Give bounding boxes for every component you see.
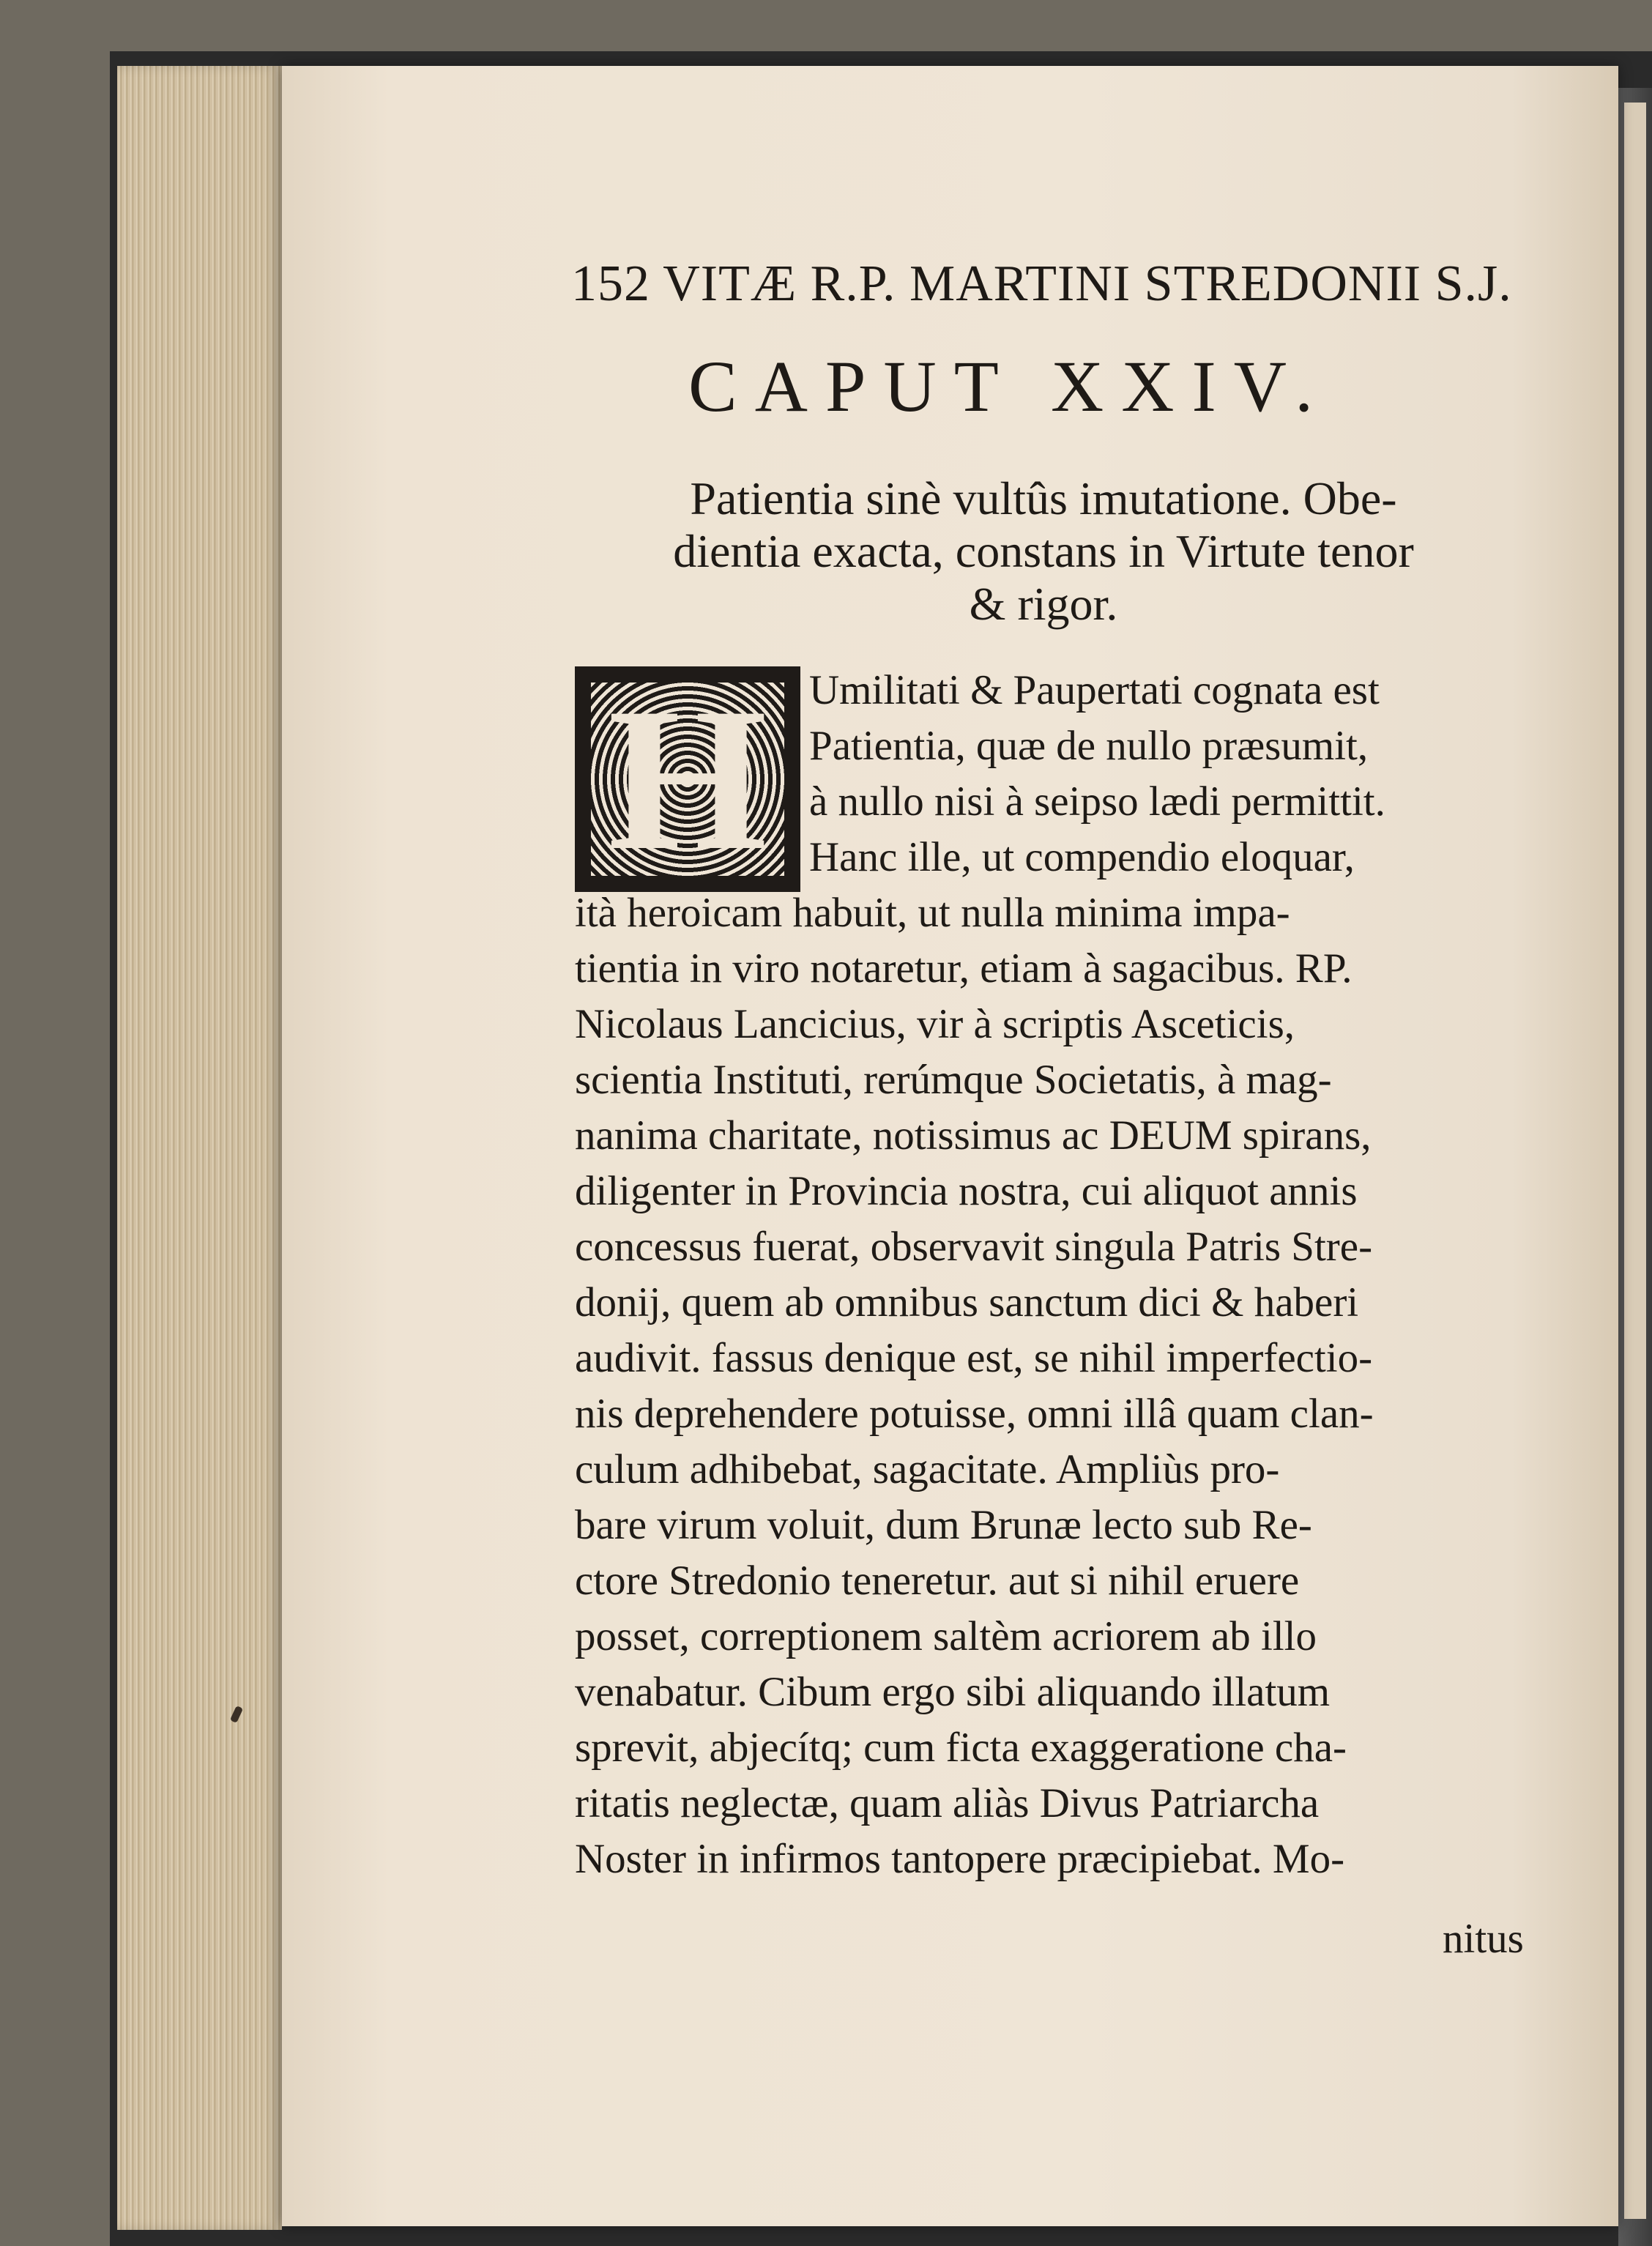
body-line: ità heroicam habuit, ut nulla minima impa- [575,890,1290,936]
body-line: scientia Instituti, rerúmque Societatis, à mag- [575,1057,1332,1103]
subtitle-line: dientia exacta, constans in Virtute tenor [673,525,1414,577]
body-line: Hanc ille, ut compendio eloquar, [809,834,1355,880]
body-line: ctore Stredonio teneretur. aut si nihil eruere [575,1558,1300,1604]
body-line: concessus fuerat, observavit singula Patris Stre- [575,1224,1373,1270]
running-head: 152 VITÆ R.P. MARTINI STREDONII S.J. [571,256,1512,312]
body-line: diligenter in Provincia nostra, cui aliquot annis [575,1168,1358,1214]
chapter-title: CAPUT XXIV. [688,346,1331,427]
body-line: nis deprehendere potuisse, omni illâ quam clan- [575,1391,1374,1437]
body-text [575,663,1523,1887]
body-line: bare virum voluit, dum Brunæ lecto sub Re- [575,1502,1312,1548]
body-line: audivit. fassus denique est, se nihil imperfectio- [575,1335,1373,1381]
body-line: Umilitati & Paupertati cognata est [809,667,1380,713]
body-line: Noster in infirmos tantopere præcipiebat. Mo- [575,1836,1345,1882]
body-line: Nicolaus Lancicius, vir à scriptis Asceticis, [575,1001,1295,1047]
chapter-subtitle [571,472,1516,631]
body-line: venabatur. Cibum ergo sibi aliquando illatum [575,1669,1331,1715]
body-line: ritatis neglectæ, quam aliàs Divus Patriarcha [575,1780,1320,1826]
subtitle-line: & rigor. [969,578,1118,630]
body-line: nanima charitate, notissimus ac DEUM spirans, [575,1112,1372,1159]
page-edges [117,66,282,2230]
initial-letter: H [608,665,767,893]
body-line: Patientia, quæ de nullo præsumit, [809,723,1369,769]
body-line: posset, correptionem saltèm acriorem ab illo [575,1613,1317,1659]
body-line: donij, quem ab omnibus sanctum dici & haberi [575,1279,1359,1325]
body-line: à nullo nisi à seipso lædi permittit. [809,778,1385,825]
body-line: tientia in viro notaretur, etiam à sagacibus. RP. [575,945,1353,992]
facing-page-edge [1624,103,1646,2219]
body-line: sprevit, abjecítq; cum ficta exaggeratione cha- [575,1725,1347,1771]
subtitle-line: Patientia sinè vultûs imutatione. Obe- [690,472,1397,524]
catchword: nitus [1443,1916,1524,1962]
body-line: culum adhibebat, sagacitate. Ampliùs pro- [575,1446,1280,1492]
